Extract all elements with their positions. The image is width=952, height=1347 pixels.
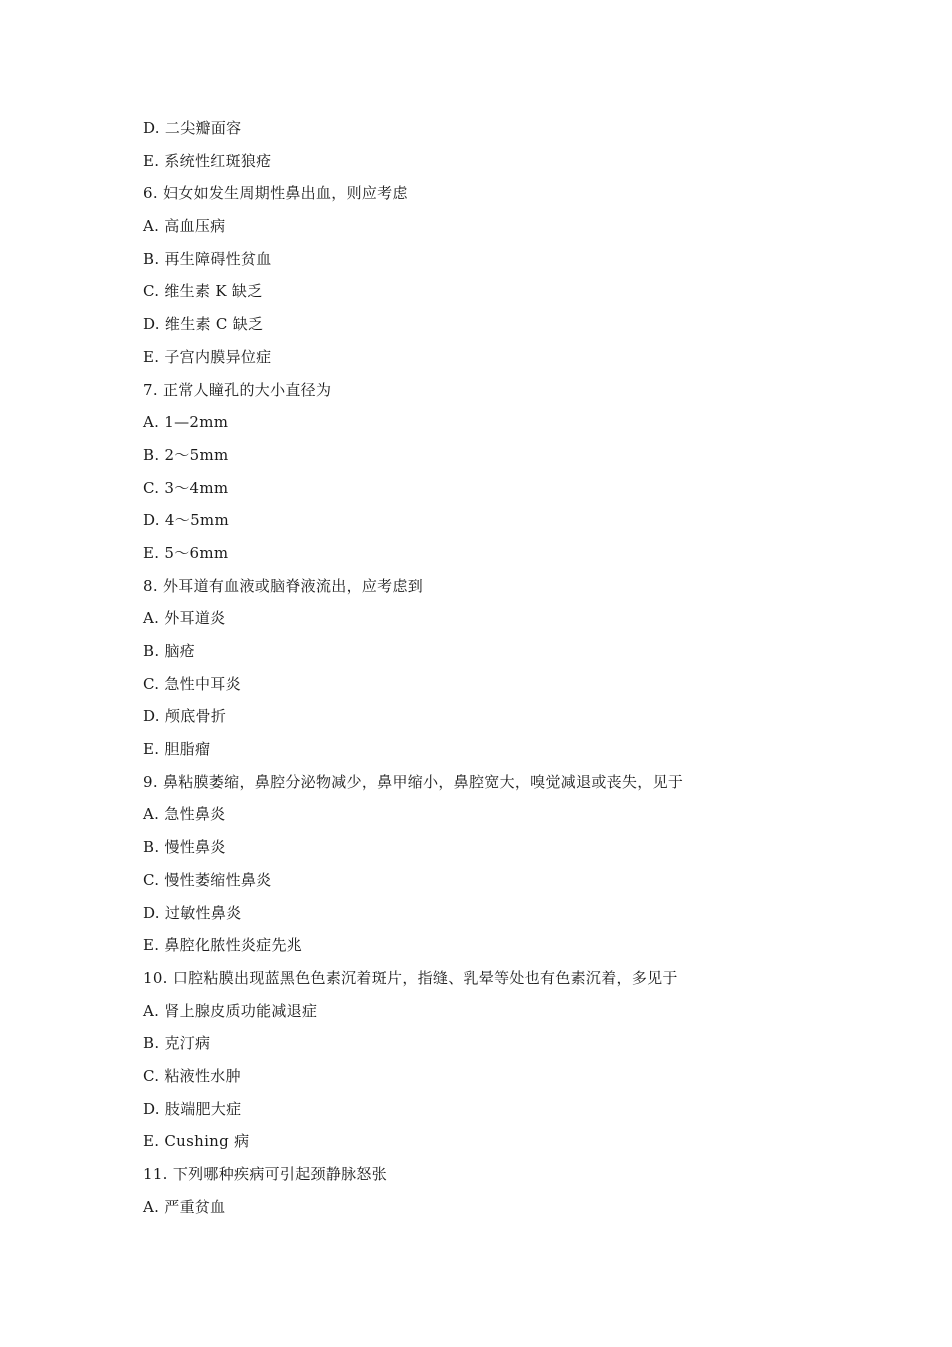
option-line: C. 急性中耳炎 bbox=[143, 674, 241, 693]
option-line: A. 高血压病 bbox=[143, 217, 226, 236]
option-line: D. 肢端肥大症 bbox=[143, 1099, 242, 1118]
option-line: C. 慢性萎缩性鼻炎 bbox=[143, 870, 272, 889]
option-line: E. 5～6mm bbox=[143, 543, 229, 562]
question-line: 9. 鼻粘膜萎缩，鼻腔分泌物减少，鼻甲缩小，鼻腔宽大，嗅觉减退或丧失，见于 bbox=[143, 772, 684, 791]
option-line: E. Cushing 病 bbox=[143, 1132, 250, 1151]
question-line: 7. 正常人瞳孔的大小直径为 bbox=[143, 380, 332, 399]
option-line: E. 子宫内膜异位症 bbox=[143, 347, 272, 366]
option-line: D. 维生素 C 缺乏 bbox=[143, 315, 264, 334]
option-line: A. 外耳道炎 bbox=[143, 609, 226, 628]
option-line: D. 4～5mm bbox=[143, 511, 229, 530]
option-line: D. 过敏性鼻炎 bbox=[143, 903, 242, 922]
option-line: C. 粘液性水肿 bbox=[143, 1066, 241, 1085]
option-line: D. 颅底骨折 bbox=[143, 707, 227, 726]
option-line: B. 2～5mm bbox=[143, 445, 229, 464]
option-line: B. 克汀病 bbox=[143, 1034, 211, 1053]
question-line: 6. 妇女如发生周期性鼻出血，则应考虑 bbox=[143, 184, 408, 203]
option-line: A. 1—2mm bbox=[143, 413, 229, 432]
option-line: A. 肾上腺皮质功能减退症 bbox=[143, 1001, 318, 1020]
option-line: B. 再生障碍性贫血 bbox=[143, 249, 272, 268]
option-line: B. 慢性鼻炎 bbox=[143, 838, 226, 857]
option-line: C. 3～4mm bbox=[143, 478, 229, 497]
question-line: 8. 外耳道有血液或脑脊液流出，应考虑到 bbox=[143, 576, 424, 595]
option-line: E. 胆脂瘤 bbox=[143, 740, 211, 759]
option-line: A. 严重贫血 bbox=[143, 1197, 226, 1216]
option-line: B. 脑疮 bbox=[143, 642, 196, 660]
question-line: 11. 下列哪种疾病可引起颈静脉怒张 bbox=[143, 1165, 388, 1183]
option-line: C. 维生素 K 缺乏 bbox=[143, 282, 263, 301]
question-list bbox=[143, 112, 823, 1223]
question-line: 10. 口腔粘膜出现蓝黑色色素沉着斑片，指缝、乳晕等处也有色素沉着，多见于 bbox=[143, 968, 678, 987]
option-line: E. 系统性红斑狼疮 bbox=[143, 151, 272, 170]
option-line: A. 急性鼻炎 bbox=[143, 805, 226, 824]
option-line: E. 鼻腔化脓性炎症先兆 bbox=[143, 936, 303, 955]
option-line: D. 二尖瓣面容 bbox=[143, 119, 242, 137]
